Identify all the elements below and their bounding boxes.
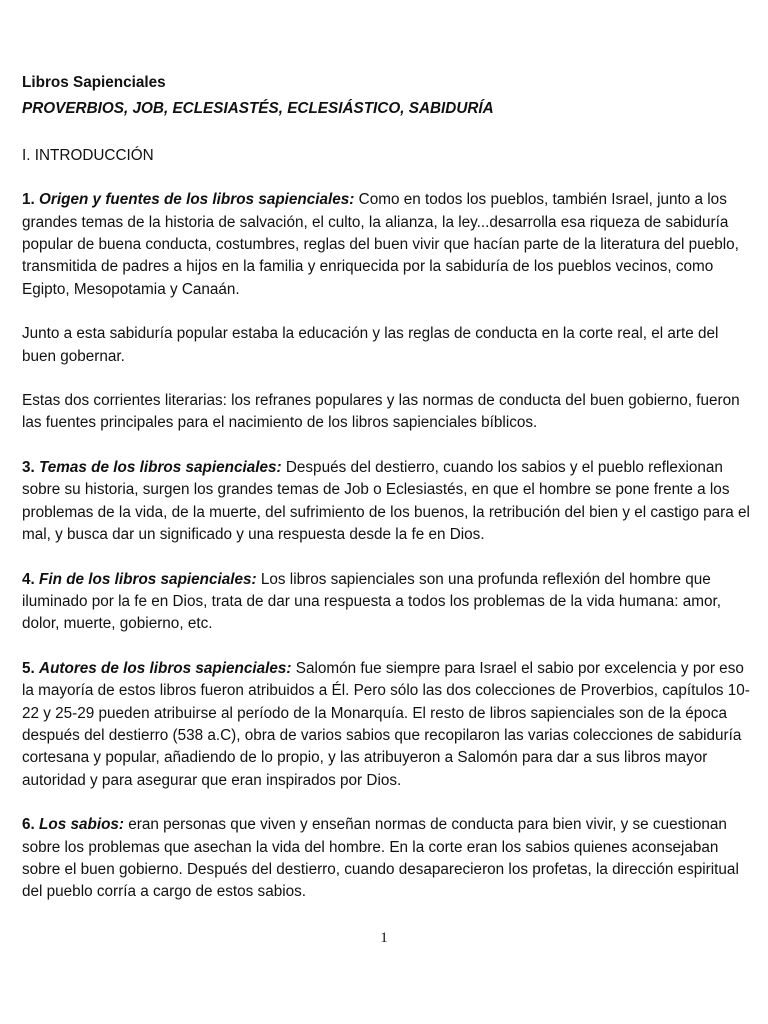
paragraph-autores <box>22 658 752 792</box>
paragraph-number: 4. <box>22 570 35 588</box>
paragraph-lead: Los sabios: <box>39 816 125 834</box>
section-heading: I. INTRODUCCIÓN <box>22 146 154 164</box>
paragraph-lead: Autores de los libros sapienciales: <box>39 659 292 677</box>
paragraph-text: Como en todos los pueblos, también Israel, junto a los grandes temas de la historia de salvación, el culto, la alianza, la ley...desarrolla esa riqueza de sabiduría popular de buena conducta, costumbres, reglas del buen vivir que hacían parte de la literatura del pueblo, transmitida de padres a hijos en la familia y enriquecida por la sabiduría de los pueblos vecinos, como Egipto, Mesopotamia y Canaán. <box>22 191 739 298</box>
paragraph-lead: Temas de los libros sapienciales: <box>39 458 282 476</box>
paragraph-origen <box>22 189 752 301</box>
paragraph-text: Después del destierro, cuando los sabios y el pueblo reflexionan sobre su historia, surgen los grandes temas de Job o Eclesiastés, en que el hombre se pone frente a los problemas de la vida, de la muerte, del sufrimiento de los buenos, la retribución del bien y el castigo para el mal, y busca dar un significado y una respuesta desde la fe en Dios. <box>22 458 750 544</box>
paragraph-text: Los libros sapienciales son una profunda reflexión del hombre que iluminado por la fe en Dios, trata de dar una respuesta a todos los problemas de la vida humana: amor, dolor, muerte, gobierno, etc. <box>22 570 721 633</box>
page-number: 1 <box>380 930 388 946</box>
document-subtitle: PROVERBIOS, JOB, ECLESIASTÉS, ECLESIÁSTICO, SABIDURÍA <box>22 100 494 118</box>
paragraph-text: eran personas que viven y enseñan normas de conducta para bien vivir, y se cuestionan sobre los problemas que asechan la vida del hombre. En la corte eran los sabios quienes aconsejaban sobre el buen gobierno. Después del destierro, cuando desaparecieron los profetas, la dirección espiritual del pueblo corría a cargo de estos sabios. <box>22 816 739 901</box>
paragraph-sabios <box>22 814 752 904</box>
paragraph-number: 5. <box>22 659 35 677</box>
paragraph-number: 3. <box>22 458 35 476</box>
paragraph-text: Junto a esta sabiduría popular estaba la educación y las reglas de conducta en la corte real, el arte del buen gobernar. <box>22 325 719 365</box>
paragraph-number: 1. <box>22 191 35 209</box>
paragraph-number: 6. <box>22 816 35 834</box>
paragraph-text: Estas dos corrientes literarias: los refranes populares y las normas de conducta del buen gobierno, fueron las fuentes principales para el nacimiento de los libros sapienciales bíblicos. <box>22 392 740 432</box>
paragraph-lead: Fin de los libros sapienciales: <box>39 570 257 588</box>
document-page <box>22 72 752 904</box>
paragraph-corrientes <box>22 390 752 435</box>
paragraph-fin <box>22 569 752 636</box>
paragraph-lead: Origen y fuentes de los libros sapienciales: <box>39 191 355 209</box>
paragraph-corte-real <box>22 323 752 368</box>
paragraph-text: Salomón fue siempre para Israel el sabio por excelencia y por eso la mayoría de estos libros fueron atribuidos a Él. Pero sólo las dos colecciones de Proverbios, capítulos 10-22 y 25-29 pueden atribuirse al período de la Monarquía. El resto de libros sapienciales son de la época después del destierro (538 a.C), obra de varios sabios que recopilaron las varias colecciones de sabiduría cortesana y popular, añadiendo de lo propio, y las atribuyeron a Salomón para dar a sus libros mayor autoridad y para asegurar que eran inspirados por Dios. <box>22 659 750 789</box>
document-title: Libros Sapienciales <box>22 74 166 91</box>
paragraph-temas <box>22 457 752 547</box>
